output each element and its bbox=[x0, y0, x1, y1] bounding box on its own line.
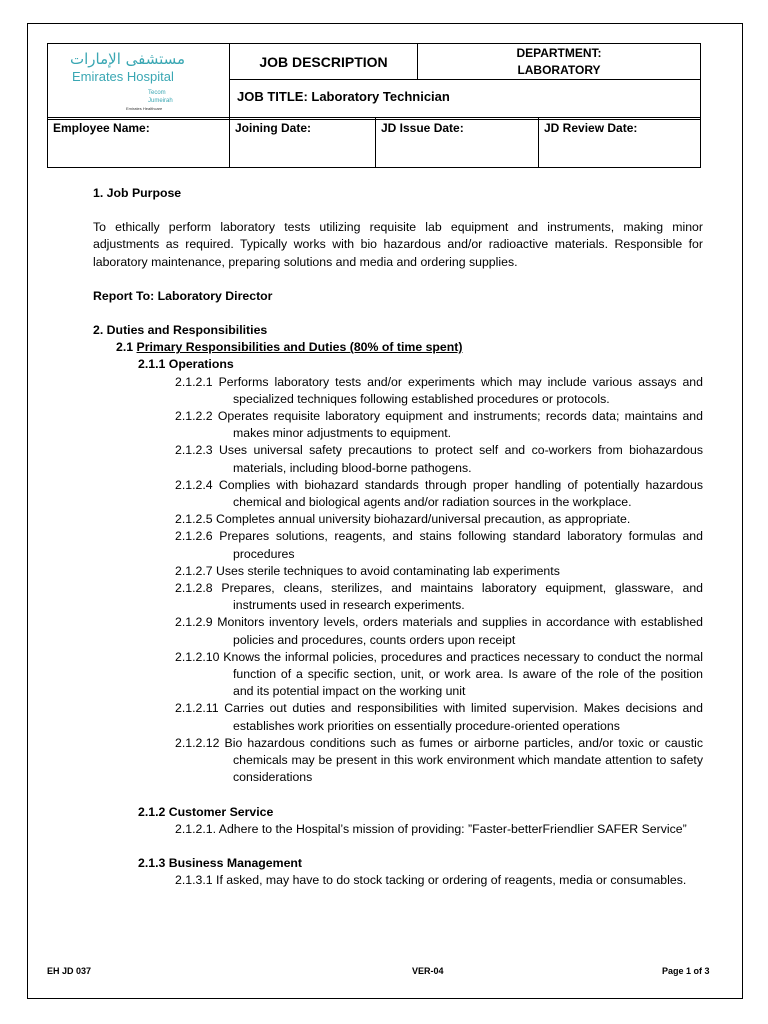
employee-name-cell: Employee Name: bbox=[47, 117, 230, 168]
list-item: 2.1.2.5 Completes annual university biohazard/universal precaution, as appropriate. bbox=[175, 512, 631, 527]
section-1-heading: 1. Job Purpose bbox=[93, 186, 182, 200]
report-to: Report To: Laboratory Director bbox=[93, 288, 273, 303]
section-2-1-heading bbox=[93, 339, 703, 356]
customer-service-heading: 2.1.2 Customer Service bbox=[138, 804, 274, 819]
list-item: 2.1.2.12 Bio hazardous conditions such as fumes or airborne particles, and/or toxic or caustic chemicals may be present in this work environment which mandate attention to safety considerations bbox=[175, 735, 703, 785]
list-item: 2.1.3.1 If asked, may have to do stock tacking or ordering of reagents, media or consumables. bbox=[175, 873, 687, 888]
section-2-1-number: 2.1 bbox=[116, 340, 134, 355]
list-item: 2.1.2.7 Uses sterile techniques to avoid contaminating lab experiments bbox=[175, 563, 560, 578]
joining-date-cell: Joining Date: bbox=[229, 117, 376, 168]
footer-code: EH JD 037 bbox=[47, 966, 92, 976]
logo bbox=[47, 43, 230, 120]
list-item: 2.1.2.9 Monitors inventory levels, orders materials and supplies in accordance with established policies and procedures, counts orders upon receipt bbox=[175, 615, 703, 647]
department-label: DEPARTMENT: bbox=[516, 46, 602, 60]
section-2-1-title: Primary Responsibilities and Duties (80% of time spent) bbox=[136, 340, 463, 355]
logo-sub1: Tecom bbox=[148, 90, 166, 96]
business-management-heading: 2.1.3 Business Management bbox=[138, 855, 303, 870]
logo-name: Emirates Hospital bbox=[72, 69, 174, 84]
logo-arabic: مستشفى الإمارات bbox=[70, 50, 186, 68]
list-item: 2.1.2.8 Prepares, cleans, sterilizes, and maintains laboratory equipment, glassware, and instruments used in research experiments. bbox=[175, 581, 703, 613]
issue-date-cell: JD Issue Date: bbox=[375, 117, 539, 168]
list-item: 2.1.2.1. Adhere to the Hospital’s mission of providing: ”Faster-betterFriendlier SAFER Service” bbox=[175, 821, 687, 836]
department-cell bbox=[417, 43, 701, 80]
review-date-cell: JD Review Date: bbox=[538, 117, 701, 168]
list-item: 2.1.2.3 Uses universal safety precautions to protect self and co-workers from biohazardous materials, including blood-borne pathogens. bbox=[175, 443, 703, 475]
section-2-heading: 2. Duties and Responsibilities bbox=[93, 323, 268, 338]
list-item: 2.1.2.6 Prepares solutions, reagents, and stains following standard laboratory formulas and procedures bbox=[175, 529, 703, 561]
list-item: 2.1.2.11 Carries out duties and responsibilities with limited supervision. Makes decisions and establishes work priorities on essentially procedure-oriented operations bbox=[175, 701, 703, 733]
logo-sub2: Jumeirah bbox=[148, 98, 173, 104]
logo-sub3: Emirates Healthcare bbox=[126, 106, 163, 111]
operations-heading: 2.1.1 Operations bbox=[138, 357, 234, 372]
job-purpose-text: To ethically perform laboratory tests utilizing requisite lab equipment and instruments, making minor adjustments as required. Typically works with bio hazardous and/or radioactive materials. Responsible for laboratory maintenance, preparing solutions and media and ordering supplies. bbox=[93, 220, 703, 269]
doc-type: JOB DESCRIPTION bbox=[229, 43, 418, 80]
document-body bbox=[93, 185, 703, 889]
list-item: 2.1.2.2 Operates requisite laboratory equipment and instruments; records data; maintains and makes minor adjustments to equipment. bbox=[175, 409, 703, 441]
list-item: 2.1.2.10 Knows the informal policies, procedures and practices necessary to conduct the normal function of a specific section, unit, or work area. Is aware of the role of the position and its potential impact on the working unit bbox=[175, 649, 703, 699]
list-item: 2.1.2.4 Complies with biohazard standards through proper handling of potentially hazardous chemical and biological agents and/or radiation sources in the workplace. bbox=[175, 477, 703, 510]
footer-version: VER-04 bbox=[412, 966, 444, 976]
list-item: 2.1.2.1 Performs laboratory tests and/or experiments which may include various assays and specialized techniques following established procedures or protocols. bbox=[175, 374, 703, 406]
department-value: LABORATORY bbox=[517, 63, 601, 77]
footer-page: Page 1 of 3 bbox=[662, 966, 710, 976]
job-title: JOB TITLE: Laboratory Technician bbox=[229, 79, 701, 120]
